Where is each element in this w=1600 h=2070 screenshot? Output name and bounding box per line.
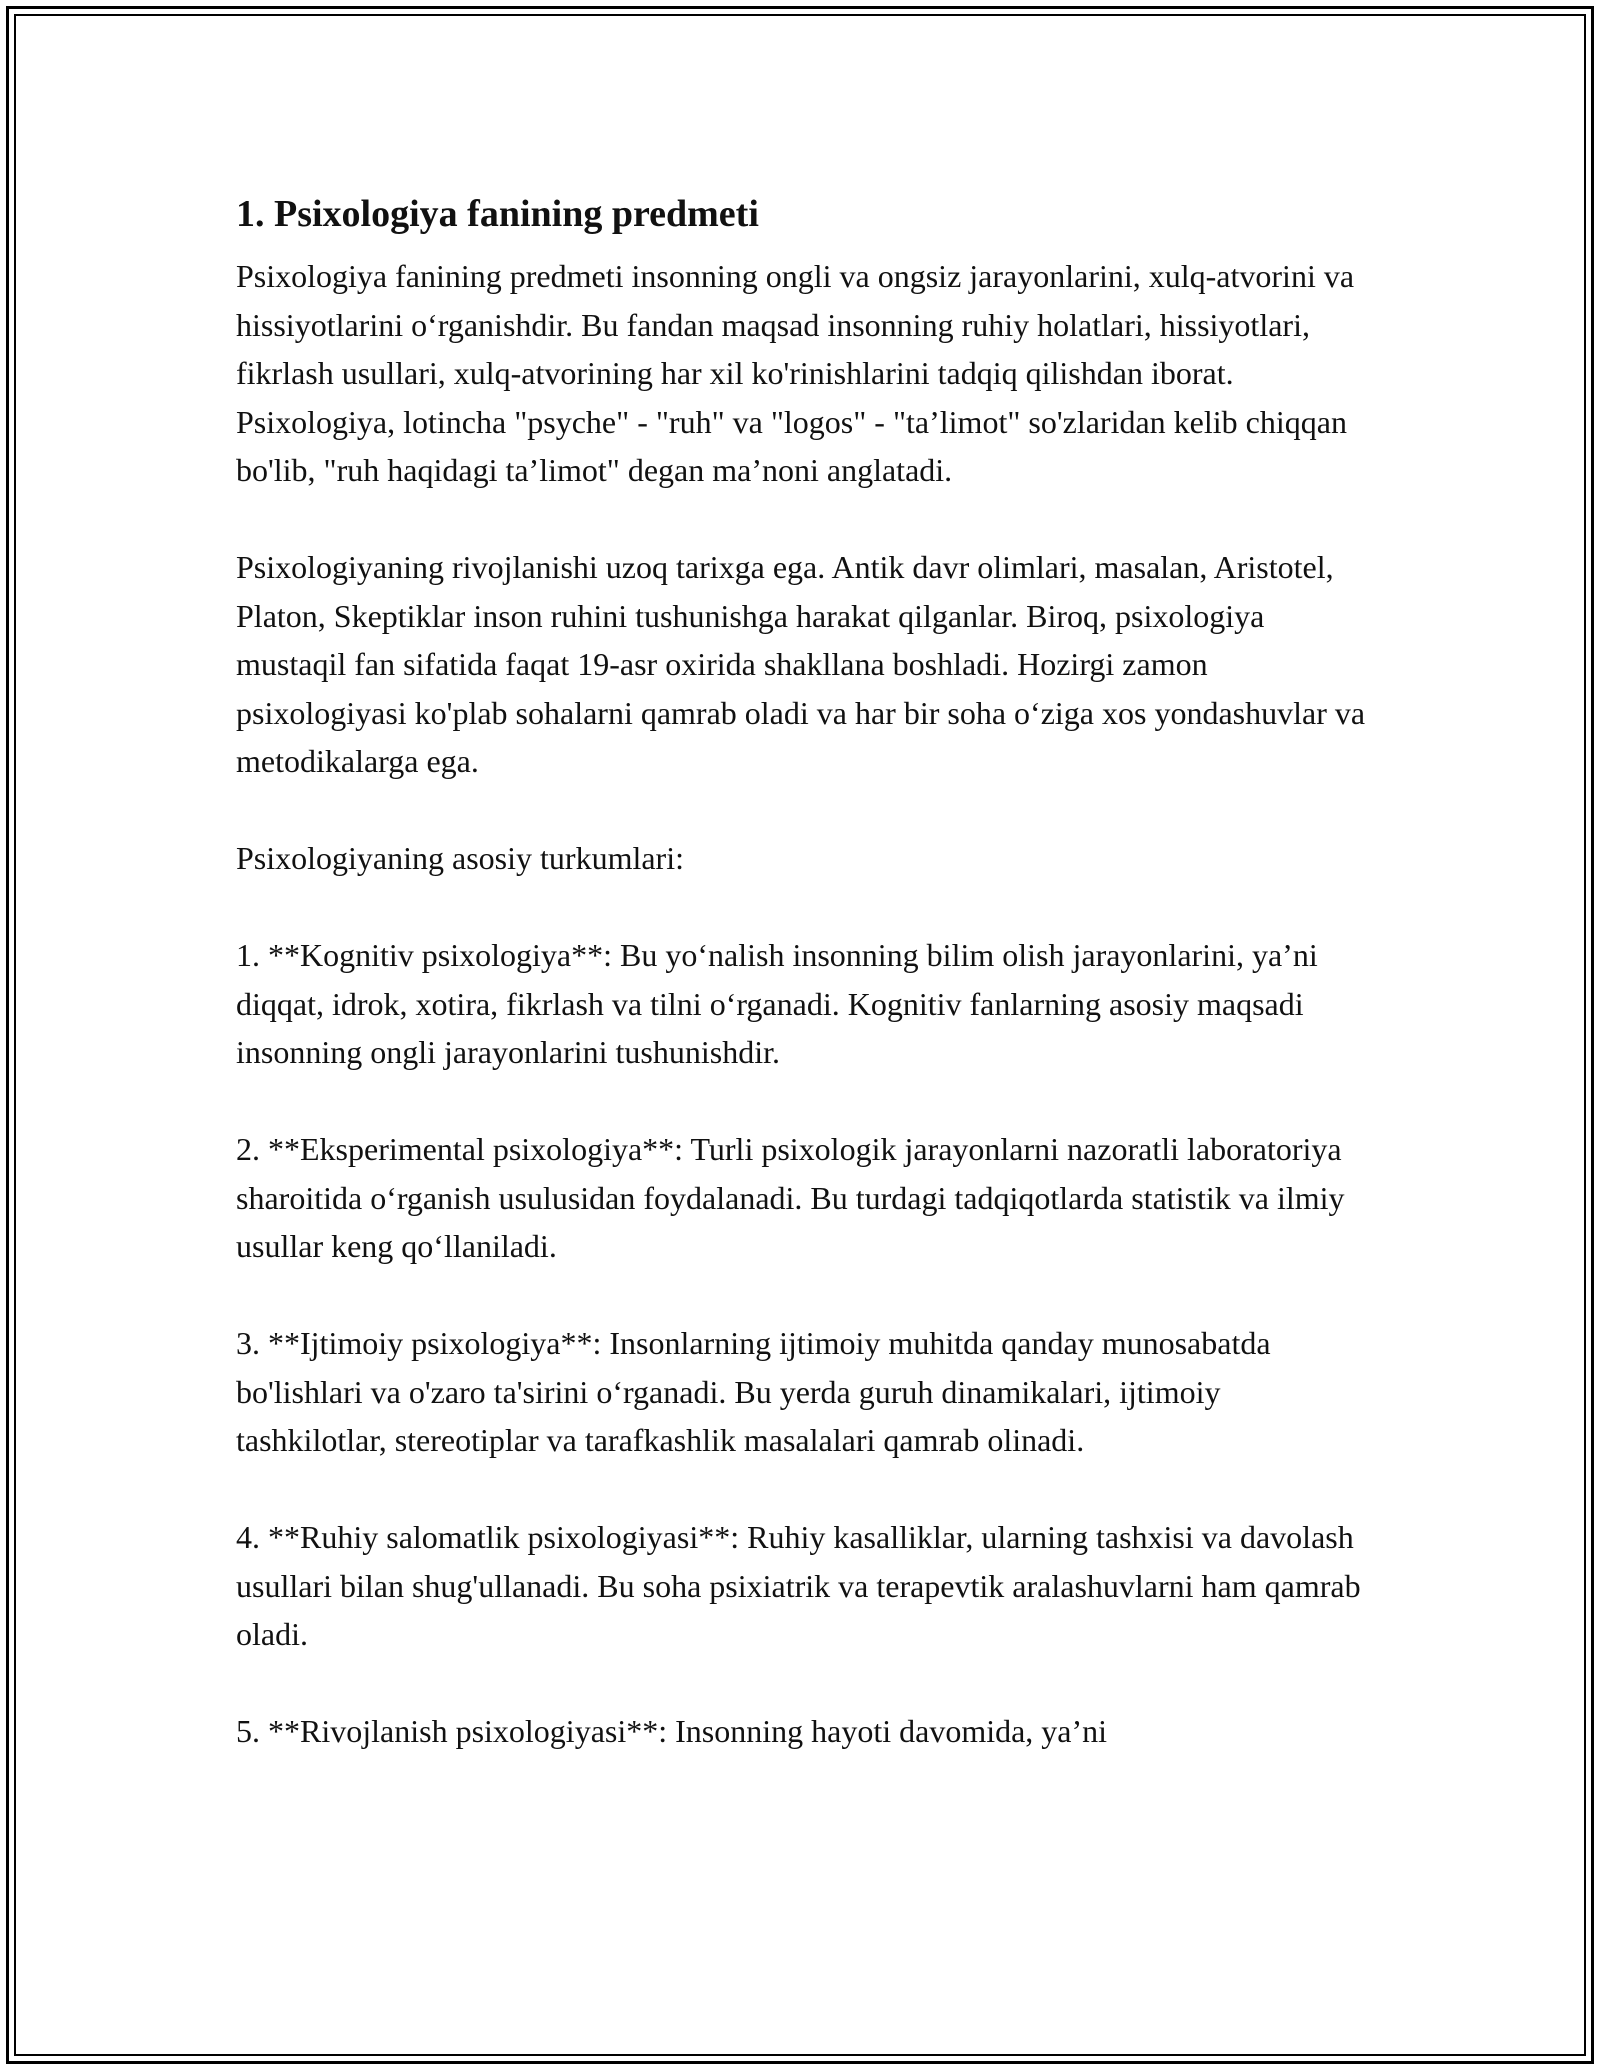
- paragraph-intro: Psixologiya fanining predmeti insonning ongli va ongsiz jarayonlarini, xulq-atvorini va hissiyotlarini o‘rganishdir. Bu fandan maqsad insonning ruhiy holatlari, hissiyotlari, fikrlash usullari, xulq-atvorining har xil ko'rinishlarini tadqiq qilishdan iborat. Psixologiya, lotincha "psyche" - "ruh" va "logos" - "ta’limot" so'zlaridan kelib chiqqan bo'lib, "ruh haqidagi ta’limot" degan ma’noni anglatadi.: [236, 258, 1355, 488]
- list-item-developmental: 5. **Rivojlanish psixologiyasi**: Insonning hayoti davomida, ya’ni: [236, 1713, 1108, 1749]
- section-heading: 1. Psixologiya fanining predmeti: [236, 193, 759, 235]
- paragraph-branches-intro: Psixologiyaning asosiy turkumlari:: [236, 840, 684, 876]
- list-item-mental-health: 4. **Ruhiy salomatlik psixologiyasi**: Ruhiy kasalliklar, ularning tashxisi va davolash usullari bilan shug'ullanadi. Bu soha psixiatrik va terapevtik aralashuvlarni ham qamrab oladi.: [236, 1519, 1361, 1652]
- list-item-experimental: 2. **Eksperimental psixologiya**: Turli psixologik jarayonlarni nazoratli laboratoriya sharoitida o‘rganish usulusidan foydalanadi. Bu turdagi tadqiqotlarda statistik va ilmiy usullar keng qo‘llaniladi.: [236, 1131, 1345, 1264]
- document-body: [236, 186, 1366, 1804]
- paragraph-history: Psixologiyaning rivojlanishi uzoq tarixga ega. Antik davr olimlari, masalan, Aristotel, Platon, Skeptiklar inson ruhini tushunishga harakat qilganlar. Biroq, psixologiya mustaqil fan sifatida faqat 19-asr oxirida shakllana boshladi. Hozirgi zamon psixologiyasi ko'plab sohalarni qamrab oladi va har bir soha o‘ziga xos yondashuvlar va metodikalarga ega.: [236, 549, 1366, 779]
- list-item-cognitive: 1. **Kognitiv psixologiya**: Bu yo‘nalish insonning bilim olish jarayonlarini, ya’ni diqqat, idrok, xotira, fikrlash va tilni o‘rganadi. Kognitiv fanlarning asosiy maqsadi insonning ongli jarayonlarini tushunishdir.: [236, 937, 1318, 1070]
- list-item-social: 3. **Ijtimoiy psixologiya**: Insonlarning ijtimoiy muhitda qanday munosabatda bo'lishlari va o'zaro ta'sirini o‘rganadi. Bu yerda guruh dinamikalari, ijtimoiy tashkilotlar, stereotiplar va tarafkashlik masalalari qamrab olinadi.: [236, 1325, 1271, 1458]
